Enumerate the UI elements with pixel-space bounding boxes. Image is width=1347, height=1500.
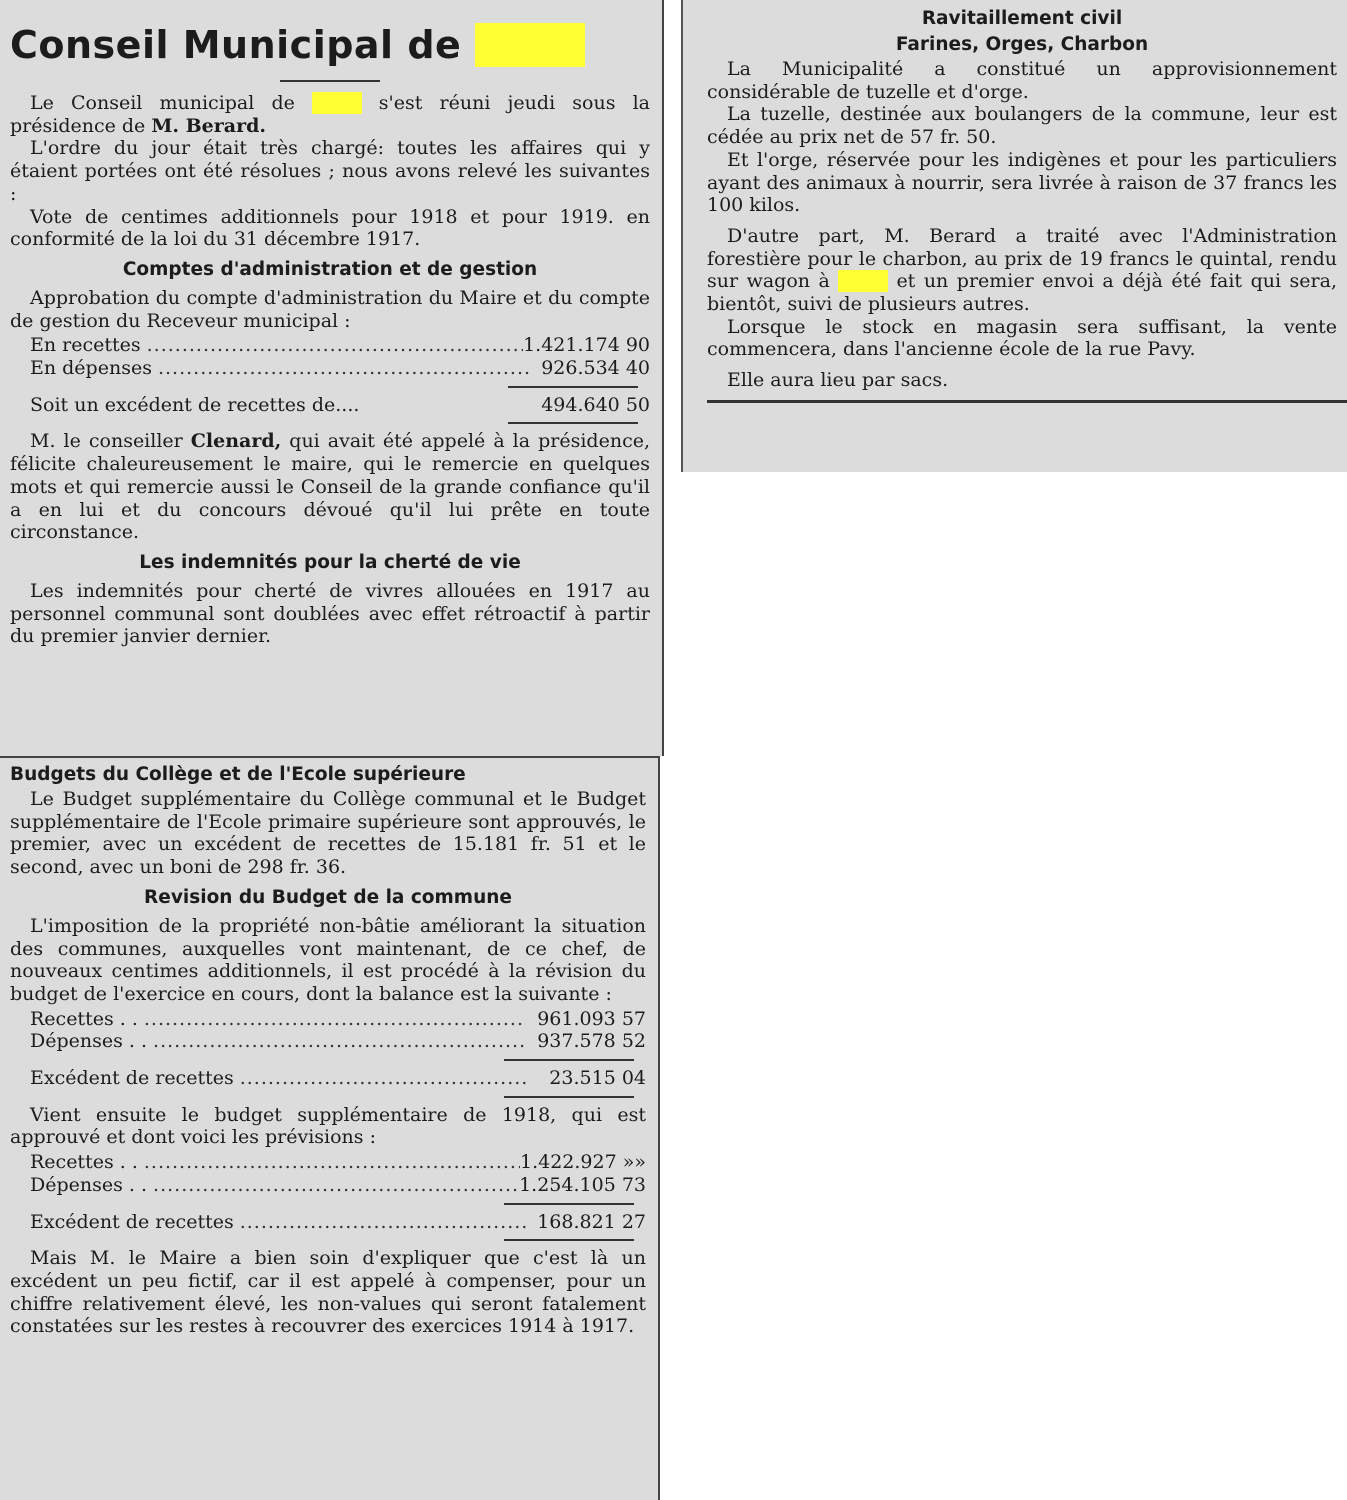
- paragraph-stock: Lorsque le stock en magasin sera suffisant, la vente commencera, dans l'ancienne école de la rue Pavy.: [707, 315, 1337, 361]
- paragraph-budgets: Le Budget supplémentaire du Collège communal et le Budget supplémentaire de l'Ecole primaire supérieure sont approuvés, le premier, avec un excédent de recettes de 15.181 fr. 51 et le second, avec un boni de 298 fr. 36.: [10, 788, 646, 879]
- ledger-rule: [508, 386, 638, 388]
- ledger-row: Recettes . . ..... 1.422.927 »»: [30, 1151, 646, 1174]
- paragraph-ordre-du-jour: L'ordre du jour était très chargé: toutes les affaires qui y étaient portées ont été résolues ; nous avons relevé les suivantes :: [10, 137, 650, 205]
- heading-ravitaillement: Ravitaillement civil: [921, 8, 1123, 29]
- paragraph-orge: Et l'orge, réservée pour les indigènes et pour les particuliers ayant des animaux à nourrir, sera livrée à raison de 37 francs les 100 kilos.: [707, 148, 1337, 217]
- paragraph-approvisionnement: La Municipalité a constitué un approvisionnement considérable de tuzelle et d'orge.: [707, 58, 1337, 103]
- heading-farines: Farines, Orges, Charbon: [895, 34, 1149, 55]
- paragraph-intro: Le Conseil municipal de s'est réuni jeudi sous la présidence de M. Berard.: [10, 92, 650, 137]
- highlighted-town: [475, 23, 585, 67]
- headline-divider: [280, 80, 380, 82]
- column-left-bottom: [10, 762, 646, 1338]
- ledger-rule: [504, 1096, 634, 1098]
- paragraph-final: Mais M. le Maire a bien soin d'expliquer que c'est là un excédent un peu fictif, car il est appelé à compenser, pour un chiffre relativement élevé, les non-values qui seront fatalement constatées sur les restes à recouvrer des exercices 1914 à 1917.: [10, 1247, 646, 1338]
- ledger-total: Excédent de recettes ..... 168.821 27: [30, 1211, 646, 1234]
- ledger-total: Excédent de recettes ..... 23.515 04: [30, 1067, 646, 1090]
- clipping-conseil-municipal: [0, 0, 664, 756]
- ledger-rule: [504, 1239, 634, 1241]
- ledger-row: Recettes . . ..... 961.093 57: [30, 1008, 646, 1031]
- highlighted-town: [312, 92, 362, 114]
- clipping-ravitaillement: [681, 0, 1347, 472]
- ledger-rule: [504, 1059, 634, 1061]
- paragraph-indemnites: Les indemnités pour cherté de vivres allouées en 1917 au personnel communal sont doublées avec effet rétroactif à partir du premier janvier dernier.: [10, 579, 650, 648]
- heading-budgets: Budgets du Collège et de l'Ecole supérieure: [10, 764, 466, 785]
- heading-revision: Revision du Budget de la commune: [144, 886, 512, 908]
- column-right-top: [707, 0, 1337, 403]
- column-left-top: [10, 0, 650, 648]
- ledger-revision: [30, 1008, 646, 1098]
- heading-comptes: Comptes d'administration et de gestion: [122, 258, 538, 280]
- ledger-row: Dépenses . . ..... 1.254.105 73: [30, 1174, 646, 1197]
- paragraph-revision: L'imposition de la propriété non-bâtie améliorant la situation des communes, auxquelles vont maintenant, de ce chef, de nouveaux centimes additionnels, il est procédé à la révision du budget de l'exercice en cours, dont la balance est la suivante :: [10, 914, 646, 1005]
- heading-indemnites: Les indemnités pour la cherté de vie: [139, 551, 521, 573]
- paragraph-sacs: Elle aura lieu par sacs.: [727, 369, 949, 392]
- article-headline: Conseil Municipal de: [10, 16, 650, 74]
- paragraph-tuzelle: La tuzelle, destinée aux boulangers de la commune, leur est cédée au prix net de 57 fr. 50.: [707, 103, 1337, 149]
- ledger-total: Soit un excédent de recettes de.... 494.640 50: [30, 393, 650, 416]
- paragraph-comptes: Approbation du compte d'administration du Maire et du compte de gestion du Receveur municipal :: [10, 286, 650, 332]
- paragraph-supplementaire: Vient ensuite le budget supplémentaire de 1918, qui est approuvé et dont voici les prévisions :: [10, 1103, 646, 1149]
- highlighted-town: [838, 270, 888, 292]
- paragraph-clenard: M. le conseiller Clenard, qui avait été appelé à la présidence, félicite chaleureusement le maire, qui le remercie en quelques mots et qui remercie aussi le Conseil de la grande confiance qu'il a en lui et du concours dévoué qu'il lui prête en toute circonstance.: [10, 430, 650, 544]
- paragraph-charbon: D'autre part, M. Berard a traité avec l'Administration forestière pour le charbon, au prix de 19 francs le quintal, rendu sur wagon à et un premier envoi a déjà été fait qui sera, bientôt, suivi de plusieurs autres.: [707, 224, 1337, 316]
- ledger-row: Dépenses . . ..... 937.578 52: [30, 1030, 646, 1053]
- ledger-rule: [504, 1203, 634, 1205]
- ledger-row: En recettes ..... 1.421.174 90: [30, 334, 650, 357]
- clipping-budgets: [0, 756, 660, 1500]
- end-rule: [707, 400, 1347, 403]
- paragraph-centimes: Vote de centimes additionnels pour 1918 et pour 1919. en conformité de la loi du 31 décembre 1917.: [10, 205, 650, 251]
- ledger-row: En dépenses ..... 926.534 40: [30, 357, 650, 380]
- ledger-supplementaire: [30, 1151, 646, 1241]
- ledger-rule: [508, 422, 638, 424]
- ledger-comptes: [30, 334, 650, 424]
